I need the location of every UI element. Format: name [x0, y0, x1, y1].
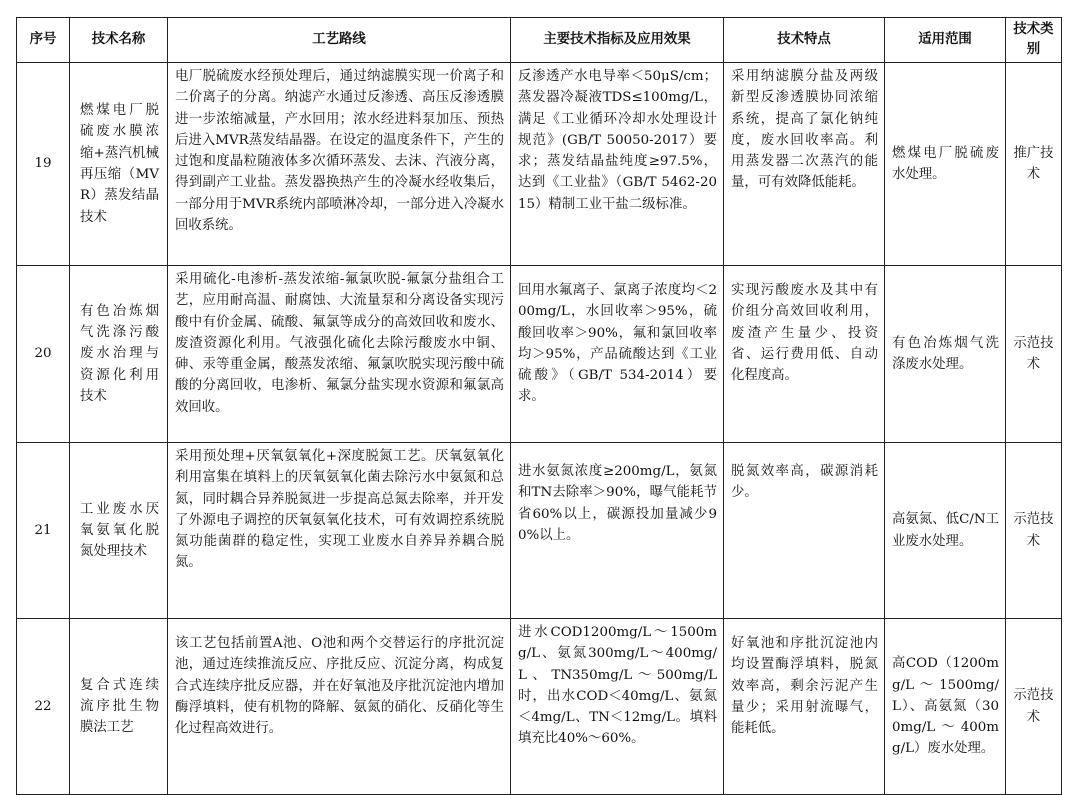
- indicators: 进水氨氮浓度≥200mg/L，氨氮和TN去除率＞90%，曝气能耗节省60%以上，碳源投加量减少90%以上。: [511, 443, 724, 619]
- indicators: 进水COD1200mg/L～1500mg/L、氨氮300mg/L～400mg/L、TN350mg/L～500mg/L时，出水COD＜40mg/L、氨氮＜4mg/L、TN＜12mg/L。填料填充比40%～60%。: [511, 619, 724, 795]
- technology-name: 燃煤电厂脱硫废水膜浓缩+蒸汽机械再压缩（MVR）蒸发结晶技术: [70, 63, 168, 266]
- indicators: 反渗透产水电导率＜50μS/cm；蒸发器冷凝液TDS≤100mg/L，满足《工业循环冷却水处理设计规范》(GB/T 50050-2017）要求；蒸发结晶盐纯度≥97.5%，达到《工业盐》（GB/T 5462-2015）精制工业干盐二级标准。: [511, 63, 724, 266]
- header-no: 序号: [17, 18, 70, 63]
- technology-name: 复合式连续流序批生物膜法工艺: [70, 619, 168, 795]
- row-number: 19: [17, 63, 70, 266]
- header-route: 工艺路线: [168, 18, 511, 63]
- indicators: 回用水氟离子、氯离子浓度均＜200mg/L，水回收率＞95%，硫酸回收率＞90%，氟和氯回收率均＞95%，产品硫酸达到《工业硫酸》（GB/T 534-2014）要求。: [511, 266, 724, 443]
- scope: 高COD（1200mg/L～1500mg/L）、高氨氮（300mg/L～400mg/L）废水处理。: [885, 619, 1006, 795]
- features: 脱氮效率高，碳源消耗少。: [724, 443, 885, 619]
- scope: 高氨氮、低C/N工业废水处理。: [885, 443, 1006, 619]
- table-row: [17, 443, 1062, 619]
- category: 示范技术: [1006, 266, 1062, 443]
- category: 示范技术: [1006, 443, 1062, 619]
- features: 好氧池和序批沉淀池内均设置酶浮填料，脱氮效率高，剩余污泥产生量少；采用射流曝气，能耗低。: [724, 619, 885, 795]
- row-number: 21: [17, 443, 70, 619]
- header-indicators: 主要技术指标及应用效果: [511, 18, 724, 63]
- scope: 有色冶炼烟气洗涤废水处理。: [885, 266, 1006, 443]
- category: 示范技术: [1006, 619, 1062, 795]
- table-row: [17, 63, 1062, 266]
- table-row: [17, 619, 1062, 795]
- process-route: 该工艺包括前置A池、O池和两个交替运行的序批沉淀池，通过连续推流反应、序批反应、沉淀分离，构成复合式连续序批反应器，并在好氧池及序批沉淀池内增加酶浮填料，使有机物的降解、氨氮的硝化、反硝化等生化过程高效进行。: [168, 619, 511, 795]
- header-category: 技术类别: [1006, 18, 1062, 63]
- row-number: 22: [17, 619, 70, 795]
- technology-name: 有色冶炼烟气洗涤污酸废水治理与资源化利用技术: [70, 266, 168, 443]
- header-scope: 适用范围: [885, 18, 1006, 63]
- header-features: 技术特点: [724, 18, 885, 63]
- scope: 燃煤电厂脱硫废水处理。: [885, 63, 1006, 266]
- features: 采用纳滤膜分盐及两级新型反渗透膜协同浓缩系统，提高了氯化钠纯度，废水回收率高。利用蒸发器二次蒸汽的能量，可有效降低能耗。: [724, 63, 885, 266]
- process-route: 电厂脱硫废水经预处理后，通过纳滤膜实现一价离子和二价离子的分离。纳滤产水通过反渗透、高压反渗透膜进一步浓缩减量，产水回用；浓水经进料泵加压、预热后进入MVR蒸发结晶器。在设定的温度条件下，产生的过饱和度晶粒随液体多次循环蒸发、去沫、汽液分离，得到副产工业盐。蒸发器换热产生的冷凝水经收集后，一部分用于MVR系统内部喷淋冷却，一部分进入冷凝水回收系统。: [168, 63, 511, 266]
- technology-table: [16, 17, 1062, 795]
- category: 推广技术: [1006, 63, 1062, 266]
- process-route: 采用预处理+厌氧氨氧化+深度脱氮工艺。厌氧氨氧化利用富集在填料上的厌氧氨氧化菌去除污水中氨氮和总氮，同时耦合异养脱氮进一步提高总氮去除率，并开发了外源电子调控的厌氧氨氧化技术，可有效调控系统脱氮功能菌群的稳定性，实现工业废水自养异养耦合脱氮。: [168, 443, 511, 619]
- table-row: [17, 266, 1062, 443]
- features: 实现污酸废水及其中有价组分高效回收利用，废渣产生量少、投资省、运行费用低、自动化程度高。: [724, 266, 885, 443]
- header-row: [17, 18, 1062, 63]
- row-number: 20: [17, 266, 70, 443]
- process-route: 采用硫化-电渗析-蒸发浓缩-氟氯吹脱-氟氯分盐组合工艺，应用耐高温、耐腐蚀、大流量泵和分离设备实现污酸中有价金属、硫酸、氟氯等成分的高效回收和废水、废渣资源化利用。气液强化硫化去除污酸废水中铜、砷、汞等重金属，酸蒸发浓缩、氟氯吹脱实现污酸中硫酸的分离回收，电渗析、氟氯分盐实现水资源和氟氯高效回收。: [168, 266, 511, 443]
- header-name: 技术名称: [70, 18, 168, 63]
- technology-name: 工业废水厌氧氨氧化脱氮处理技术: [70, 443, 168, 619]
